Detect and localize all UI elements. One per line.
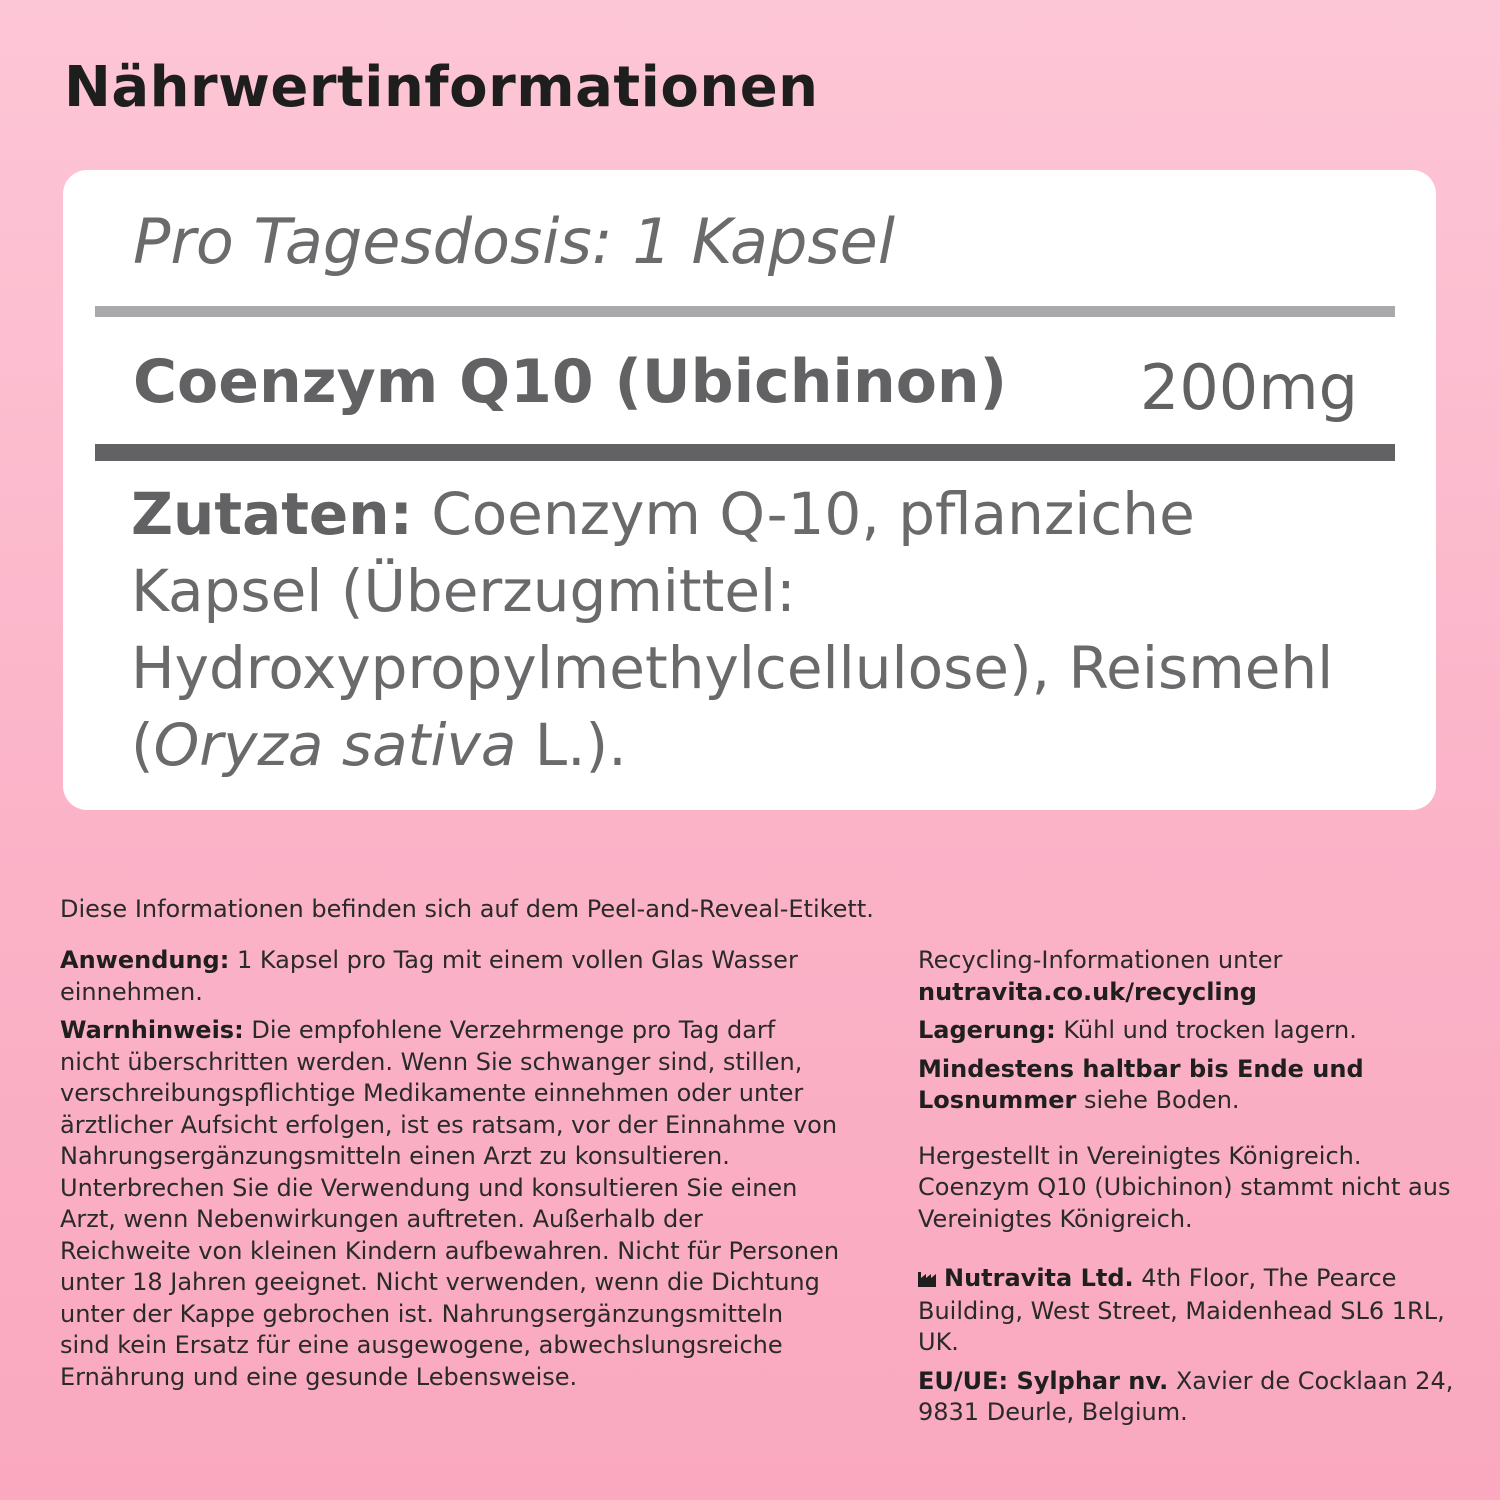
eu-representative-label: EU/UE: Sylphar nv. [918,1366,1169,1395]
factory-icon [918,1264,938,1296]
best-before-text: siehe Boden. [1076,1086,1240,1114]
info-column [918,945,1458,1429]
recycling-link[interactable]: nutravita.co.uk/recycling [918,977,1257,1006]
nutrition-panel [63,170,1436,810]
storage-label: Lagerung: [918,1016,1056,1044]
ingredients [131,476,1371,784]
manufacturer-paragraph [918,1263,1458,1359]
usage-text: 1 Kapsel pro Tag mit einem vollen Glas Wasser einnehmen. [60,946,798,1006]
manufacturer-name: Nutravita Ltd. [944,1264,1134,1292]
usage-paragraph [60,945,840,1008]
storage-paragraph [918,1015,1458,1047]
usage-label: Anwendung: [60,946,230,974]
ingredients-latin-name: Oryza sativa [153,711,517,779]
divider-thin [95,306,1395,317]
recycling-text: Recycling-Informationen unter [918,946,1283,974]
eu-representative-paragraph [918,1366,1458,1429]
ingredients-label: Zutaten: [131,480,413,548]
manufacturer-address: 4th Floor, The Pearce Building, West Street, Maidenhead SL6 1RL, UK. [918,1264,1445,1356]
divider-thick [95,444,1395,461]
page-title: Nährwertinformationen [64,55,819,120]
ingredients-text: Coenzym Q-10, pflanziche Kapsel (Überzugmittel: Hydroxypropylmethylcellulose), Reismehl ( [131,480,1334,779]
warning-label: Warnhinweis: [60,1016,244,1044]
best-before-paragraph [918,1054,1458,1117]
recycling-paragraph [918,945,1458,1008]
origin-paragraph: Hergestellt in Vereinigtes Königreich. Coenzym Q10 (Ubichinon) stammt nicht aus Vereinigtes Königreich. [918,1141,1451,1233]
ingredients-text-end: L.). [516,711,627,779]
nutrient-amount: 200mg [1139,351,1358,424]
warning-paragraph [60,1015,840,1393]
nutrient-name: Coenzym Q10 (Ubichinon) [133,347,1008,417]
serving-size: Pro Tagesdosis: 1 Kapsel [133,205,896,278]
warning-text: Die empfohlene Verzehrmenge pro Tag darf nicht überschritten werden. Wenn Sie schwanger sind, stillen, verschreibungspflichtige Medikamente einnehmen oder unter ärztlicher Aufsicht erfolgen, ist es ratsam, vor der Einnahme von Nahrungsergänzungsmitteln einen Arzt zu konsultieren. Unterbrechen Sie die Verwendung und konsultieren Sie einen Arzt, wenn Nebenwirkungen auftreten. Außerhalb der Reichweite von kleinen Kindern aufbewahren. Nicht für Personen unter 18 Jahren geeignet. Nicht verwenden, wenn die Dichtung unter der Kappe gebrochen ist. Nahrungsergänzungsmitteln sind kein Ersatz für eine ausgewogene, abwechslungsreiche Ernährung und eine gesunde Lebensweise. [60,1016,840,1391]
storage-text: Kühl und trocken lagern. [1055,1016,1357,1044]
peel-and-reveal-notice: Diese Informationen befinden sich auf dem Peel-and-Reveal-Etikett. [60,895,874,923]
eu-representative-address: Xavier de Cocklaan 24, 9831 Deurle, Belgium. [918,1366,1454,1426]
best-before-label: Mindestens haltbar bis Ende und Losnummer [918,1054,1364,1114]
usage-column [60,945,840,1393]
